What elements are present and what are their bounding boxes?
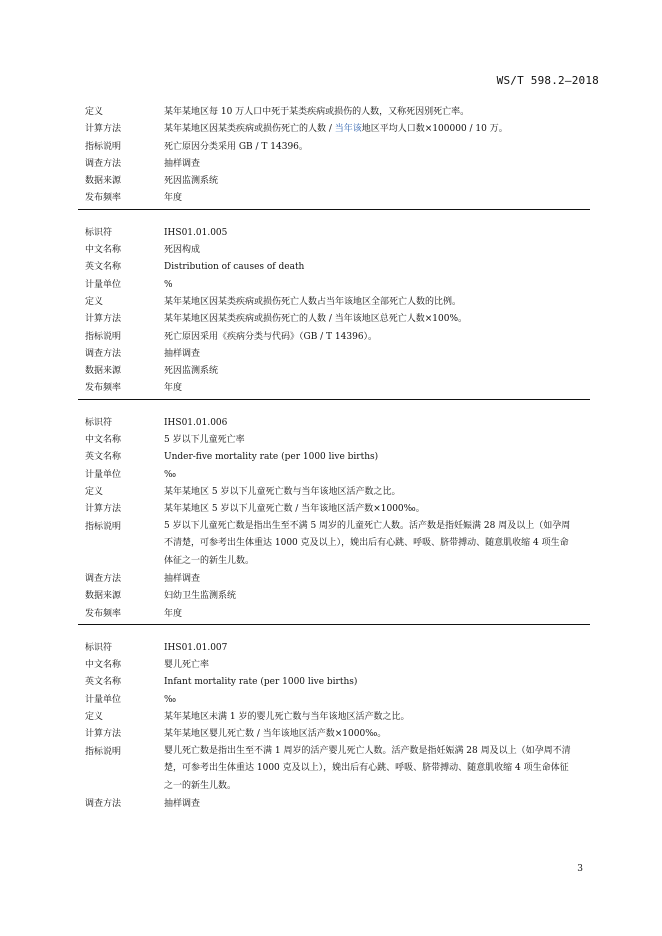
label-survey-method: 调查方法 bbox=[85, 158, 122, 169]
label-identifier: 标识符 bbox=[85, 642, 113, 653]
value-calc-method: 某年某地区婴儿死亡数 / 当年该地区活产数×1000‰。 bbox=[164, 729, 387, 740]
value-identifier: IHS01.01.005 bbox=[164, 227, 228, 238]
label-identifier: 标识符 bbox=[85, 227, 113, 238]
row-survey-method bbox=[78, 798, 590, 810]
row-data-source bbox=[78, 175, 590, 187]
label-english-name: 英文名称 bbox=[85, 262, 122, 273]
row-chinese-name bbox=[78, 434, 590, 446]
row-identifier bbox=[78, 227, 590, 239]
calc-method-part-1: 某年某地区因某类疾病或损伤死亡的人数 / bbox=[164, 124, 335, 135]
label-indicator-note: 指标说明 bbox=[85, 746, 122, 757]
label-unit: 计量单位 bbox=[85, 469, 122, 480]
value-chinese-name: 死因构成 bbox=[164, 245, 201, 256]
row-survey-method bbox=[78, 348, 590, 360]
value-chinese-name: 婴儿死亡率 bbox=[164, 660, 210, 671]
row-survey-method bbox=[78, 158, 590, 170]
value-unit: % bbox=[164, 279, 173, 290]
row-calc-method bbox=[78, 123, 590, 135]
value-english-name: Under-five mortality rate (per 1000 live births) bbox=[164, 452, 379, 463]
row-identifier bbox=[78, 417, 590, 429]
label-definition: 定义 bbox=[85, 107, 104, 117]
label-chinese-name: 中文名称 bbox=[85, 435, 122, 446]
label-calc-method: 计算方法 bbox=[85, 729, 122, 740]
row-definition bbox=[78, 486, 590, 498]
value-calc-method: 某年某地区因某类疾病或损伤死亡的人数 / 当年该地区总死亡人数×100%。 bbox=[164, 314, 468, 325]
value-data-source: 死因监测系统 bbox=[164, 366, 219, 377]
value-survey-method: 抽样调查 bbox=[164, 348, 201, 359]
row-calc-method bbox=[78, 728, 590, 740]
value-chinese-name: 5 岁以下儿童死亡率 bbox=[164, 435, 245, 446]
label-data-source: 数据来源 bbox=[85, 366, 122, 377]
value-unit: ‰ bbox=[164, 694, 177, 705]
value-definition: 某年某地区每 10 万人口中死于某类疾病或损伤的人数，又称死因别死亡率。 bbox=[164, 107, 470, 117]
value-release-freq: 年度 bbox=[164, 383, 183, 394]
row-release-freq bbox=[78, 192, 590, 204]
indicator-section-ihs01-01-006 bbox=[78, 417, 590, 620]
value-indicator-note: 死亡原因分类采用 GB / T 14396。 bbox=[164, 141, 308, 152]
row-data-source bbox=[78, 590, 590, 602]
row-indicator-note bbox=[78, 521, 590, 568]
section-divider bbox=[78, 624, 590, 625]
label-chinese-name: 中文名称 bbox=[85, 245, 122, 256]
label-indicator-note: 指标说明 bbox=[85, 521, 122, 532]
row-indicator-note bbox=[78, 746, 590, 793]
row-unit bbox=[78, 694, 590, 706]
calc-method-part-2: 地区平均人口数×100000 / 10 万。 bbox=[361, 124, 508, 135]
value-data-source: 妇幼卫生监测系统 bbox=[164, 591, 237, 602]
label-calc-method: 计算方法 bbox=[85, 314, 122, 325]
label-indicator-note: 指标说明 bbox=[85, 141, 122, 152]
value-calc-method bbox=[164, 123, 590, 135]
label-survey-method: 调查方法 bbox=[85, 573, 122, 584]
calc-method-highlight: 当年该 bbox=[334, 124, 362, 135]
row-release-freq bbox=[78, 608, 590, 620]
row-english-name bbox=[78, 676, 590, 688]
value-survey-method: 抽样调查 bbox=[164, 573, 201, 584]
row-chinese-name bbox=[78, 659, 590, 671]
row-data-source bbox=[78, 365, 590, 377]
row-chinese-name bbox=[78, 244, 590, 256]
row-survey-method bbox=[78, 573, 590, 585]
value-identifier: IHS01.01.007 bbox=[164, 642, 228, 653]
label-release-freq: 发布频率 bbox=[85, 193, 122, 204]
label-unit: 计量单位 bbox=[85, 279, 122, 290]
label-calc-method: 计算方法 bbox=[85, 124, 122, 135]
label-release-freq: 发布频率 bbox=[85, 608, 122, 619]
row-release-freq bbox=[78, 382, 590, 394]
label-data-source: 数据来源 bbox=[85, 591, 122, 602]
label-english-name: 英文名称 bbox=[85, 452, 122, 463]
label-definition: 定义 bbox=[85, 486, 104, 497]
value-english-name: Infant mortality rate (per 1000 live births) bbox=[164, 677, 358, 688]
label-identifier: 标识符 bbox=[85, 417, 113, 428]
label-definition: 定义 bbox=[85, 296, 104, 307]
label-indicator-note: 指标说明 bbox=[85, 331, 122, 342]
section-divider bbox=[78, 209, 590, 210]
value-release-freq: 年度 bbox=[164, 608, 183, 619]
value-definition: 某年某地区 5 岁以下儿童死亡数与当年该地区活产数之比。 bbox=[164, 486, 401, 497]
page-number: 3 bbox=[577, 864, 583, 874]
row-indicator-note bbox=[78, 331, 590, 343]
label-chinese-name: 中文名称 bbox=[85, 660, 122, 671]
label-survey-method: 调查方法 bbox=[85, 348, 122, 359]
label-definition: 定义 bbox=[85, 712, 104, 723]
row-unit bbox=[78, 279, 590, 291]
row-indicator-note bbox=[78, 141, 590, 153]
label-survey-method: 调查方法 bbox=[85, 799, 122, 810]
label-calc-method: 计算方法 bbox=[85, 504, 122, 515]
value-definition: 某年某地区因某类疾病或损伤死亡人数占当年该地区全部死亡人数的比例。 bbox=[164, 296, 462, 307]
row-english-name bbox=[78, 261, 590, 273]
indicator-section-death-rate-by-cause bbox=[78, 106, 590, 204]
value-indicator-note: 婴儿死亡数是指出生至不满 1 周岁的活产婴儿死亡人数。活产数是指妊娠满 28 周及以上（如孕周不清楚，可参考出生体重达 1000 克及以上），娩出后有心跳、呼吸、脐带搏动、随意肌收缩 4 项生命体征之一的新生儿数。 bbox=[164, 745, 571, 791]
value-calc-method: 某年某地区 5 岁以下儿童死亡数 / 当年该地区活产数×1000‰。 bbox=[164, 504, 425, 515]
value-identifier: IHS01.01.006 bbox=[164, 417, 228, 428]
standard-code-header: WS/T 598.2—2018 bbox=[496, 74, 599, 87]
value-survey-method: 抽样调查 bbox=[164, 799, 201, 810]
value-indicator-note: 死亡原因采用《疾病分类与代码》（GB / T 14396）。 bbox=[164, 331, 378, 342]
label-unit: 计量单位 bbox=[85, 694, 122, 705]
row-definition bbox=[78, 106, 590, 118]
value-unit: ‰ bbox=[164, 469, 177, 480]
row-definition bbox=[78, 711, 590, 723]
value-english-name: Distribution of causes of death bbox=[164, 262, 305, 273]
indicator-section-ihs01-01-007 bbox=[78, 642, 590, 810]
row-unit bbox=[78, 469, 590, 481]
section-divider bbox=[78, 399, 590, 400]
indicator-content bbox=[78, 106, 590, 815]
label-english-name: 英文名称 bbox=[85, 677, 122, 688]
label-release-freq: 发布频率 bbox=[85, 383, 122, 394]
row-identifier bbox=[78, 642, 590, 654]
row-definition bbox=[78, 296, 590, 308]
indicator-section-ihs01-01-005 bbox=[78, 227, 590, 395]
row-calc-method bbox=[78, 503, 590, 515]
row-calc-method bbox=[78, 313, 590, 325]
value-indicator-note: 5 岁以下儿童死亡数是指出生至不满 5 周岁的儿童死亡人数。活产数是指妊娠满 28 周及以上（如孕周不清楚，可参考出生体重达 1000 克及以上），娩出后有心跳、呼吸、脐带搏动、随意肌收缩 4 项生命体征之一的新生儿数。 bbox=[164, 520, 571, 566]
value-release-freq: 年度 bbox=[164, 193, 183, 204]
value-data-source: 死因监测系统 bbox=[164, 176, 219, 187]
value-definition: 某年某地区未满 1 岁的婴儿死亡数与当年该地区活产数之比。 bbox=[164, 712, 410, 723]
value-survey-method: 抽样调查 bbox=[164, 158, 201, 169]
label-data-source: 数据来源 bbox=[85, 176, 122, 187]
row-english-name bbox=[78, 451, 590, 463]
